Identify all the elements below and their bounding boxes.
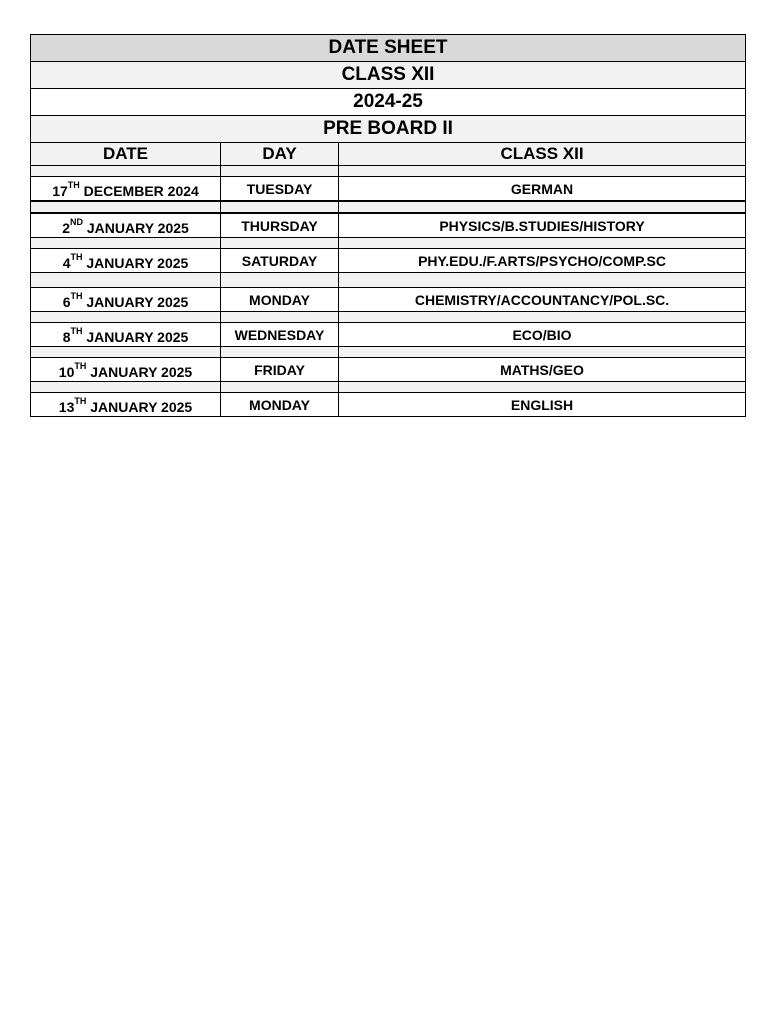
- subject-cell: ECO/BIO: [339, 323, 746, 347]
- title-row: [31, 35, 746, 62]
- column-header-row: [31, 143, 746, 166]
- spacer-row: [31, 382, 746, 393]
- table-row: [31, 288, 746, 312]
- date-cell: 13TH JANUARY 2025: [31, 393, 221, 417]
- date-cell: 4TH JANUARY 2025: [31, 249, 221, 273]
- subject-cell: PHYSICS/B.STUDIES/HISTORY: [339, 213, 746, 238]
- day-cell: MONDAY: [221, 288, 339, 312]
- subject-cell: CHEMISTRY/ACCOUNTANCY/POL.SC.: [339, 288, 746, 312]
- table-row: [31, 213, 746, 238]
- table-row: [31, 177, 746, 202]
- date-sheet-table: [30, 34, 746, 417]
- spacer-row: [31, 273, 746, 288]
- day-column-header: DAY: [221, 143, 339, 166]
- spacer-row: [31, 166, 746, 177]
- date-cell: 8TH JANUARY 2025: [31, 323, 221, 347]
- spacer-row: [31, 312, 746, 323]
- day-cell: THURSDAY: [221, 213, 339, 238]
- subject-cell: GERMAN: [339, 177, 746, 202]
- table-row: [31, 358, 746, 382]
- subject-cell: MATHS/GEO: [339, 358, 746, 382]
- date-cell: 10TH JANUARY 2025: [31, 358, 221, 382]
- exam-row: [31, 116, 746, 143]
- date-column-header: DATE: [31, 143, 221, 166]
- date-cell: 6TH JANUARY 2025: [31, 288, 221, 312]
- table-row: [31, 323, 746, 347]
- day-cell: FRIDAY: [221, 358, 339, 382]
- subject-cell: PHY.EDU./F.ARTS/PSYCHO/COMP.SC: [339, 249, 746, 273]
- day-cell: SATURDAY: [221, 249, 339, 273]
- sheet-title: DATE SHEET: [31, 35, 746, 62]
- subject-column-header: CLASS XII: [339, 143, 746, 166]
- spacer-row: [31, 201, 746, 213]
- day-cell: TUESDAY: [221, 177, 339, 202]
- table-row: [31, 249, 746, 273]
- date-cell: 17TH DECEMBER 2024: [31, 177, 221, 202]
- session-row: [31, 89, 746, 116]
- spacer-row: [31, 347, 746, 358]
- table-row: [31, 393, 746, 417]
- spacer-row: [31, 238, 746, 249]
- session-title: 2024-25: [31, 89, 746, 116]
- subject-cell: ENGLISH: [339, 393, 746, 417]
- class-title: CLASS XII: [31, 62, 746, 89]
- exam-title: PRE BOARD II: [31, 116, 746, 143]
- day-cell: MONDAY: [221, 393, 339, 417]
- day-cell: WEDNESDAY: [221, 323, 339, 347]
- date-cell: 2ND JANUARY 2025: [31, 213, 221, 238]
- class-row: [31, 62, 746, 89]
